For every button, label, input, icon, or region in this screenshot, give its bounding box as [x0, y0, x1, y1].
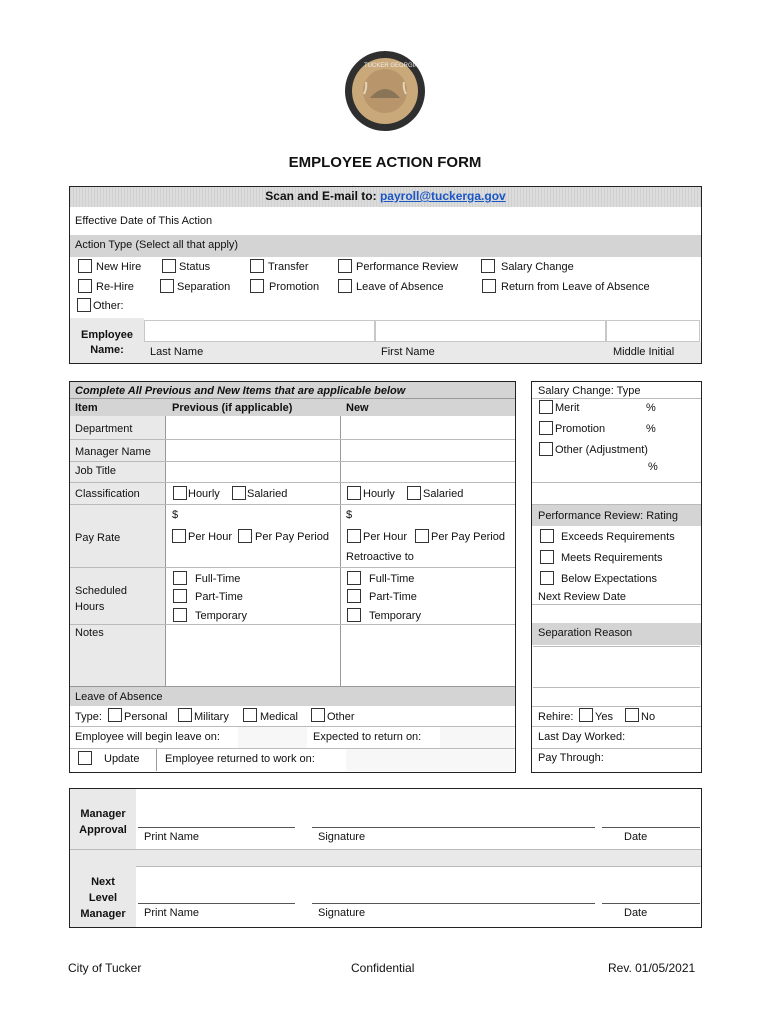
new-per-hour-checkbox[interactable]	[347, 529, 361, 543]
prev-hourly-label: Hourly	[188, 488, 220, 500]
footer-right: Rev. 01/05/2021	[608, 961, 696, 975]
medical-leave-checkbox[interactable]	[243, 708, 257, 722]
other-action-checkbox[interactable]	[77, 298, 91, 312]
scan-label: Scan and E-mail to:	[265, 189, 377, 203]
other-leave-checkbox[interactable]	[311, 708, 325, 722]
other-adjustment-label: Other (Adjustment)	[555, 444, 648, 456]
prev-temporary-label: Temporary	[195, 610, 247, 622]
manager-approval-label: Manager Approval	[79, 808, 127, 836]
returned-field[interactable]	[346, 749, 514, 771]
leave-of-absence-checkbox[interactable]	[338, 279, 352, 293]
pay-rate-label: Pay Rate	[75, 532, 121, 544]
below-checkbox[interactable]	[540, 571, 554, 585]
prev-notes-field[interactable]	[166, 626, 339, 685]
rehire-no-label: No	[641, 711, 656, 723]
footer-left: City of Tucker	[68, 961, 142, 975]
retroactive-label: Retroactive to	[346, 551, 414, 563]
new-hourly-label: Hourly	[363, 488, 395, 500]
effective-date-field[interactable]	[223, 208, 700, 235]
prev-part-time-checkbox[interactable]	[173, 589, 187, 603]
prev-salaried-checkbox[interactable]	[232, 486, 246, 500]
separation-checkbox[interactable]	[160, 279, 174, 293]
returned-label: Employee returned to work on:	[165, 753, 315, 765]
manager-print-name-label: Print Name	[144, 831, 200, 843]
leave-begin-field[interactable]	[238, 727, 307, 748]
manager-previous-field[interactable]	[166, 440, 339, 460]
next-date-field[interactable]	[602, 870, 700, 902]
return-from-leave-checkbox[interactable]	[482, 279, 496, 293]
performance-review-checkbox[interactable]	[338, 259, 352, 273]
next-signature-field[interactable]	[312, 870, 595, 902]
manager-name-label: Manager Name	[75, 446, 151, 458]
prev-hourly-checkbox[interactable]	[173, 486, 187, 500]
prev-part-time-label: Part-Time	[195, 591, 243, 603]
manager-signature-field[interactable]	[312, 795, 595, 826]
col-previous-header: Previous (if applicable)	[172, 402, 293, 414]
other-adjustment-checkbox[interactable]	[539, 442, 553, 456]
action-type-header: Action Type (Select all that apply)	[75, 239, 239, 251]
first-name-label: First Name	[381, 346, 435, 358]
next-review-label: Next Review Date	[538, 591, 627, 603]
new-salaried-checkbox[interactable]	[407, 486, 421, 500]
job-title-label: Job Title	[75, 465, 116, 477]
next-print-name-field[interactable]	[138, 870, 295, 902]
leave-type-label: Type:	[75, 711, 102, 723]
promotion-label: Promotion	[269, 281, 320, 293]
merit-checkbox[interactable]	[539, 400, 553, 414]
rehire-yes-checkbox[interactable]	[579, 708, 593, 722]
promotion-salary-checkbox[interactable]	[539, 421, 553, 435]
middle-initial-field[interactable]	[606, 320, 700, 342]
transfer-label: Transfer	[268, 261, 309, 273]
merit-label: Merit	[555, 402, 580, 414]
new-full-time-checkbox[interactable]	[347, 571, 361, 585]
manager-print-name-field[interactable]	[138, 795, 295, 826]
scheduled-hours-label: Scheduled Hours	[75, 585, 127, 613]
prev-temporary-checkbox[interactable]	[173, 608, 187, 622]
department-new-field[interactable]	[341, 418, 514, 438]
next-level-manager-label: Next Level Manager	[80, 876, 126, 920]
military-leave-label: Military	[194, 711, 229, 723]
leave-header: Leave of Absence	[75, 691, 163, 703]
job-title-new-field[interactable]	[341, 462, 514, 481]
new-salaried-label: Salaried	[423, 488, 464, 500]
leave-begin-label: Employee will begin leave on:	[75, 731, 220, 743]
next-review-field[interactable]	[533, 605, 700, 623]
seal-text: TUCKER GEORGIA	[364, 63, 419, 69]
new-dollar: $	[346, 509, 353, 521]
job-title-previous-field[interactable]	[166, 462, 339, 481]
payroll-email-link[interactable]: payroll@tuckerga.gov	[379, 189, 506, 203]
merit-pct: %	[646, 402, 656, 414]
pay-through-label: Pay Through:	[538, 752, 604, 764]
meets-label: Meets Requirements	[561, 552, 663, 564]
salary-change-label: Salary Change	[501, 261, 574, 273]
meets-checkbox[interactable]	[540, 550, 554, 564]
promotion-pct: %	[646, 423, 656, 435]
last-day-label: Last Day Worked:	[538, 731, 626, 743]
medical-leave-label: Medical	[260, 711, 298, 723]
new-part-time-checkbox[interactable]	[347, 589, 361, 603]
new-temporary-checkbox[interactable]	[347, 608, 361, 622]
performance-header: Performance Review: Rating	[538, 510, 679, 522]
employee-name-label: Employee Name:	[81, 329, 133, 356]
new-temporary-label: Temporary	[369, 610, 421, 622]
new-hire-checkbox[interactable]	[78, 259, 92, 273]
prev-full-time-checkbox[interactable]	[173, 571, 187, 585]
personal-leave-label: Personal	[124, 711, 168, 723]
department-previous-field[interactable]	[166, 418, 339, 438]
promotion-checkbox[interactable]	[250, 279, 264, 293]
next-print-name-label: Print Name	[144, 907, 200, 919]
col-new-header: New	[346, 402, 369, 414]
manager-date-label: Date	[624, 831, 648, 843]
next-date-label: Date	[624, 907, 648, 919]
exceeds-label: Exceeds Requirements	[561, 531, 675, 543]
effective-date-label: Effective Date of This Action	[75, 215, 213, 227]
manager-date-field[interactable]	[602, 795, 700, 826]
performance-review-label: Performance Review	[356, 261, 459, 273]
personal-leave-checkbox[interactable]	[108, 708, 122, 722]
next-signature-label: Signature	[318, 907, 366, 919]
new-per-hour-label: Per Hour	[363, 531, 408, 543]
prev-per-hour-checkbox[interactable]	[172, 529, 186, 543]
salary-change-header: Salary Change: Type	[538, 385, 641, 397]
new-notes-field[interactable]	[341, 626, 514, 685]
items-header: Complete All Previous and New Items that are applicable below	[75, 385, 406, 397]
city-seal	[344, 50, 426, 132]
leave-expected-field[interactable]	[440, 727, 514, 748]
other-pct: %	[648, 461, 658, 473]
prev-per-pay-period-checkbox[interactable]	[238, 529, 252, 543]
middle-initial-label: Middle Initial	[613, 346, 675, 358]
separation-label: Separation	[177, 281, 231, 293]
new-full-time-label: Full-Time	[369, 573, 415, 585]
prev-per-hour-label: Per Hour	[188, 531, 233, 543]
transfer-checkbox[interactable]	[250, 259, 264, 273]
rehire-label: Rehire:	[538, 711, 574, 723]
rehire-yes-label: Yes	[595, 711, 613, 723]
new-hire-label: New Hire	[96, 261, 142, 273]
prev-salaried-label: Salaried	[247, 488, 288, 500]
military-leave-checkbox[interactable]	[178, 708, 192, 722]
promotion-salary-label: Promotion	[555, 423, 606, 435]
new-part-time-label: Part-Time	[369, 591, 417, 603]
last-name-label: Last Name	[150, 346, 204, 358]
salary-change-checkbox[interactable]	[481, 259, 495, 273]
leave-of-absence-label: Leave of Absence	[356, 281, 444, 293]
exceeds-checkbox[interactable]	[540, 529, 554, 543]
prev-dollar: $	[172, 509, 179, 521]
first-name-field[interactable]	[375, 320, 606, 342]
return-from-leave-label: Return from Leave of Absence	[501, 281, 650, 293]
update-label: Update	[104, 753, 140, 765]
prev-per-pay-period-label: Per Pay Period	[255, 531, 329, 543]
below-label: Below Expectations	[561, 573, 657, 585]
leave-expected-label: Expected to return on:	[313, 731, 422, 743]
approval-spacer	[70, 849, 701, 867]
other-action-label: Other:	[93, 300, 124, 312]
re-hire-checkbox[interactable]	[78, 279, 92, 293]
separation-header: Separation Reason	[538, 627, 633, 639]
rehire-no-checkbox[interactable]	[625, 708, 639, 722]
status-label: Status	[179, 261, 211, 273]
prev-full-time-label: Full-Time	[195, 573, 241, 585]
new-per-pay-period-checkbox[interactable]	[415, 529, 429, 543]
manager-new-field[interactable]	[341, 440, 514, 460]
re-hire-label: Re-Hire	[96, 281, 134, 293]
manager-signature-label: Signature	[318, 831, 366, 843]
form-title: EMPLOYEE ACTION FORM	[288, 154, 482, 171]
new-per-pay-period-label: Per Pay Period	[431, 531, 505, 543]
separation-reason-field[interactable]	[533, 646, 700, 688]
col-item-header: Item	[75, 402, 98, 414]
new-hourly-checkbox[interactable]	[347, 486, 361, 500]
notes-label: Notes	[75, 627, 104, 639]
department-label: Department	[75, 423, 133, 435]
footer-center: Confidential	[351, 961, 415, 975]
other-leave-label: Other	[327, 711, 355, 723]
last-name-field[interactable]	[144, 320, 375, 342]
classification-label: Classification	[75, 488, 140, 500]
update-checkbox[interactable]	[78, 751, 92, 765]
status-checkbox[interactable]	[162, 259, 176, 273]
